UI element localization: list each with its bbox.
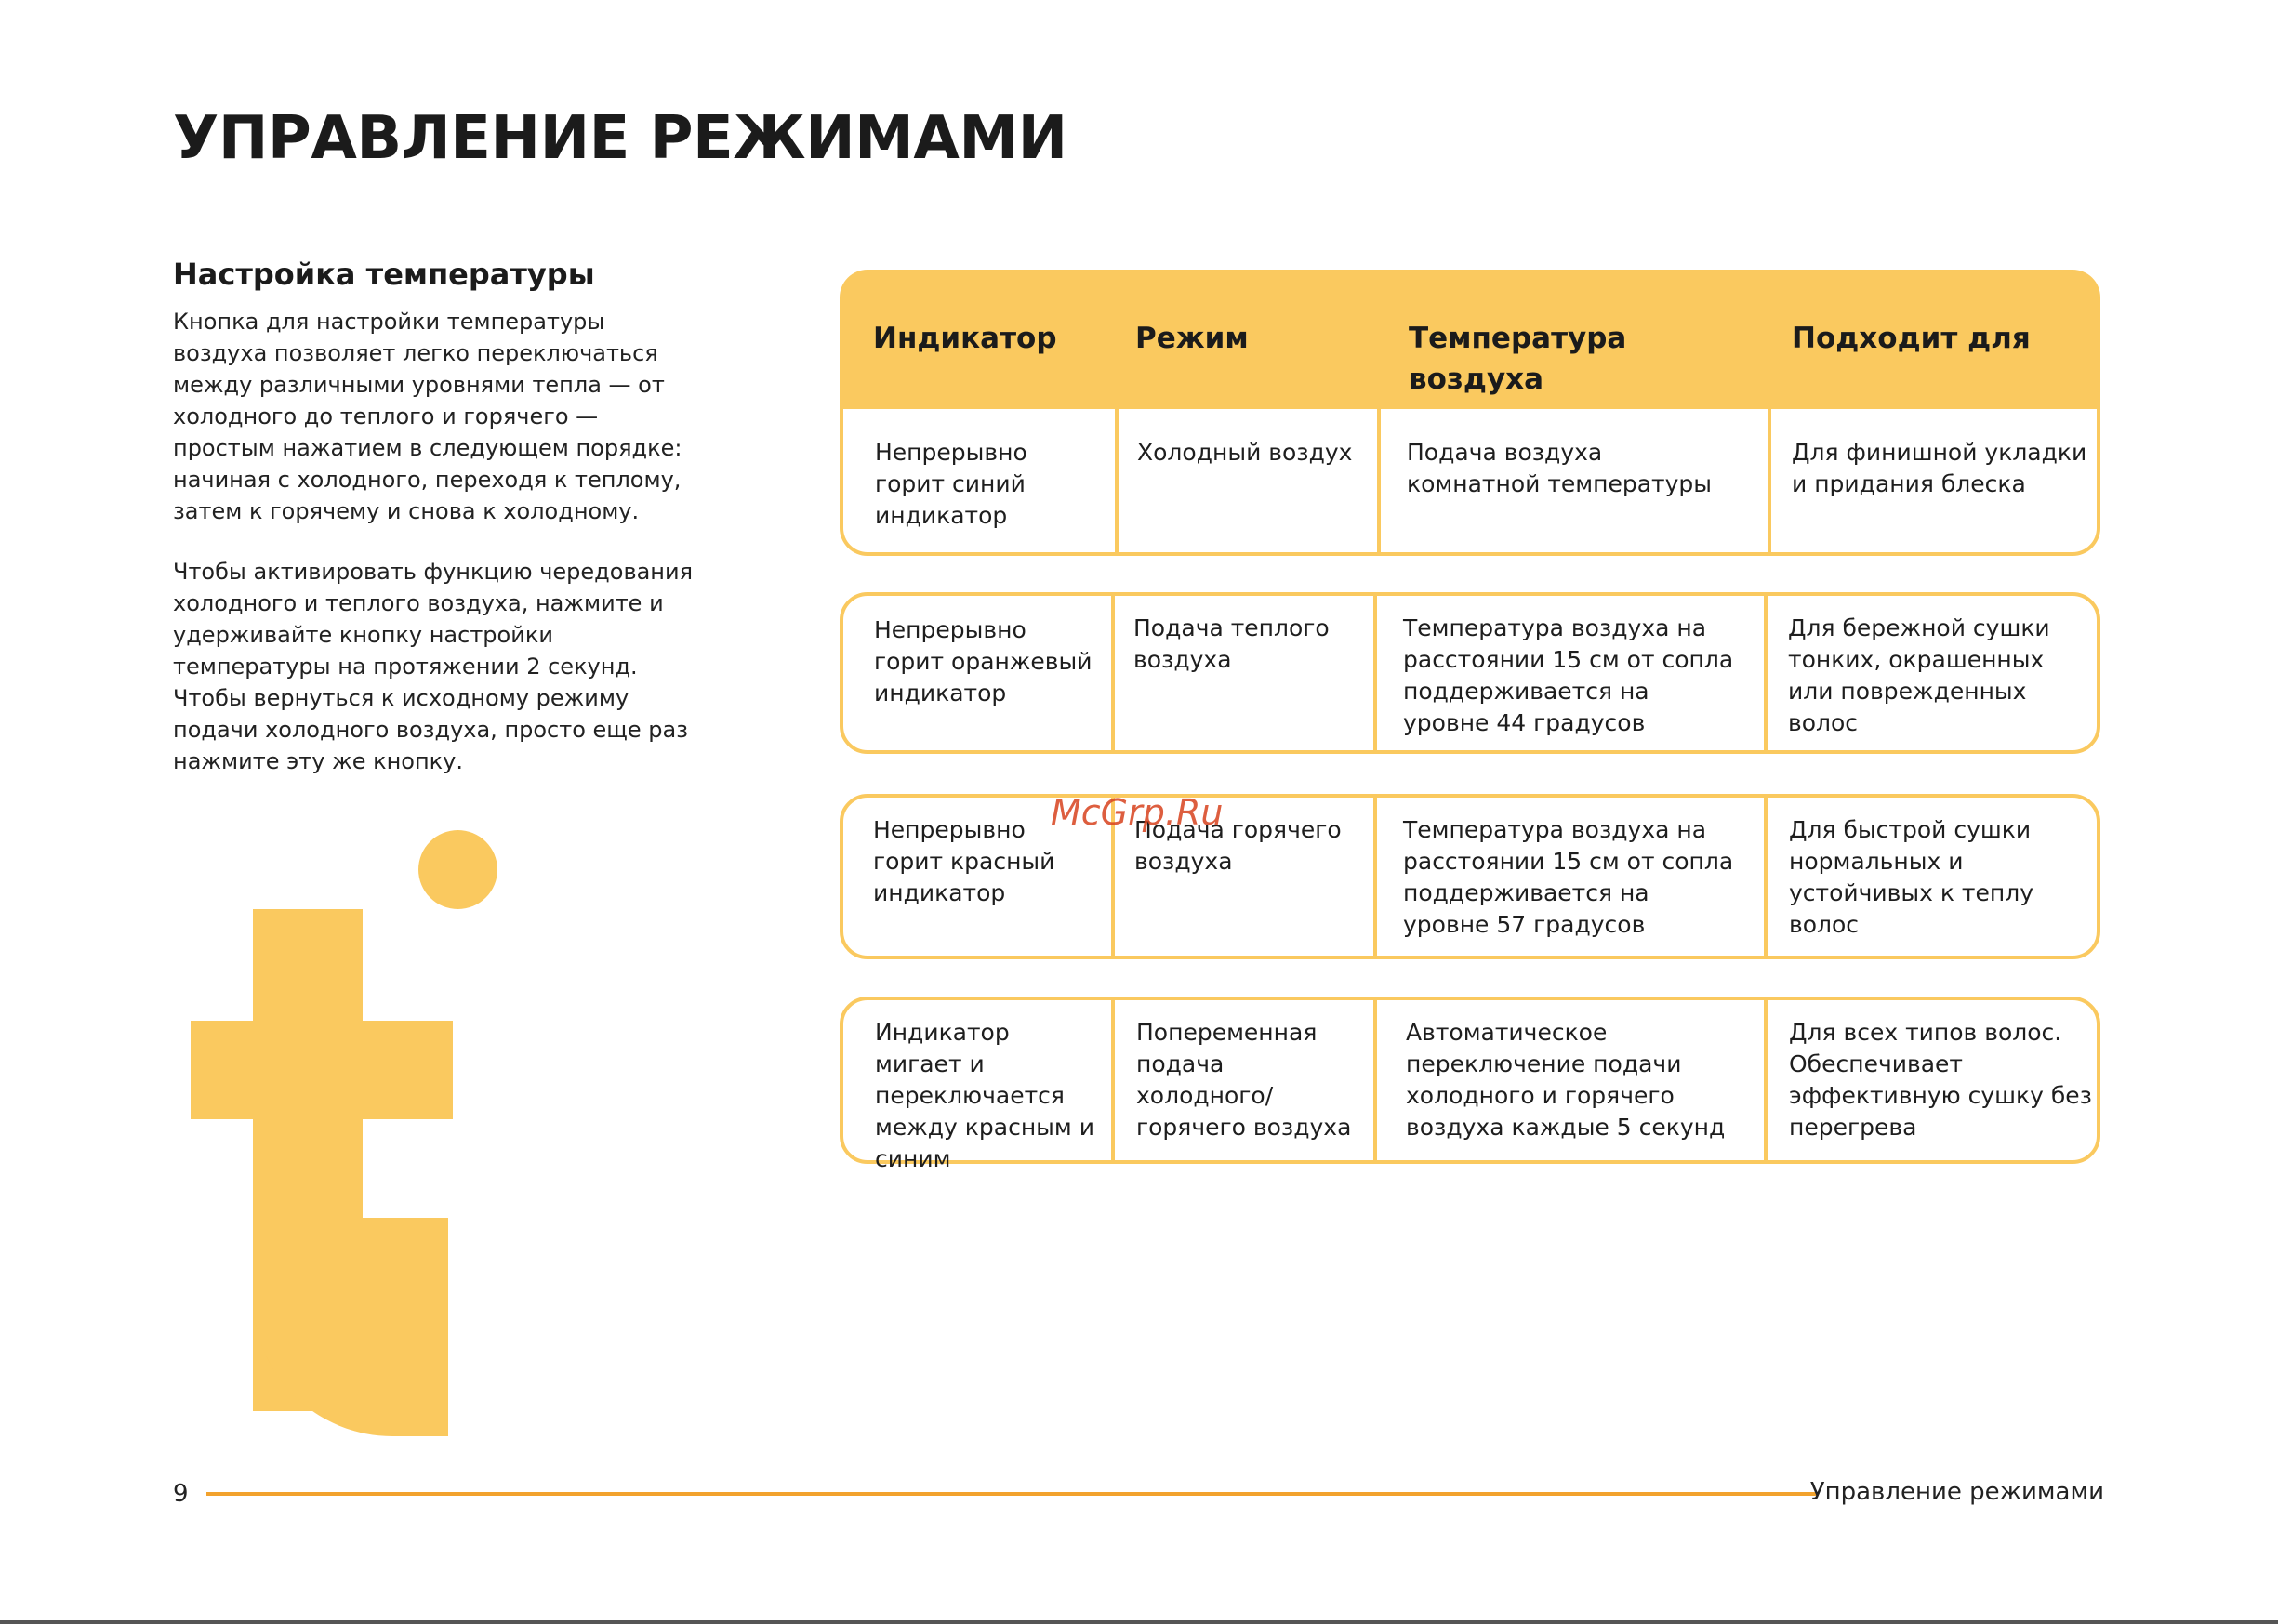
cell-mode: Попеременная подача холодного/горячего воздуха: [1136, 1019, 1352, 1141]
section-title: Настройка температуры: [173, 257, 595, 292]
logo-dot: [418, 830, 497, 909]
cell-indicator: Непрерывно горит синий индикатор: [875, 439, 1027, 529]
cell-mode: Подача теплого воздуха: [1133, 614, 1330, 673]
column-divider: [1115, 409, 1119, 552]
footer-section-title: Управление режимами: [1809, 1478, 2104, 1506]
header-suitable-for: Подходит для: [1792, 322, 2031, 355]
footer-rule: [206, 1492, 1818, 1496]
cell-indicator: Непрерывно горит оранжевый индикатор: [874, 616, 1093, 706]
cell-temperature: Температура воздуха на расстоянии 15 см от сопла поддерживается на уровне 57 градусов: [1403, 816, 1734, 938]
cell-suitable-for: Для всех типов волос. Обеспечивает эффективную сушку без перегрева: [1789, 1019, 2092, 1141]
column-divider: [1373, 1000, 1377, 1160]
column-divider: [1764, 798, 1768, 956]
table-row: [840, 794, 2100, 959]
column-divider: [1768, 409, 1771, 552]
cell-mode: Подача горячего воздуха: [1134, 816, 1342, 875]
page-bottom-edge: [0, 1620, 2278, 1624]
alternate-mode-paragraph: Чтобы активировать функцию чередования холодного и теплого воздуха, нажмите и удерживайте кнопку настройки температуры на протяжении 2 секунд. Чтобы вернуться к исходному режиму подачи холодного воздуха, просто еще раз нажмите эту же кнопку.: [173, 559, 694, 774]
intro-paragraph: Кнопка для настройки температуры воздуха позволяет легко переключаться между различными уровнями тепла — от холодного до теплого и горячего — простым нажатием в следующем порядке: начиная с холодного, переходя к теплому, затем к горячему и снова к холодному.: [173, 309, 682, 524]
cell-indicator: Непрерывно горит красный индикатор: [873, 816, 1055, 906]
column-divider: [1373, 798, 1377, 956]
header-indicator: Индикатор: [873, 322, 1057, 355]
table-row: [840, 592, 2100, 754]
cell-suitable-for: Для быстрой сушки нормальных и устойчивых к теплу волос: [1789, 816, 2033, 938]
cell-temperature: Подача воздуха комнатной температуры: [1407, 439, 1713, 497]
cell-mode: Холодный воздух: [1137, 439, 1353, 466]
header-temperature: Температура воздуха: [1409, 322, 1627, 396]
header-mode: Режим: [1135, 322, 1249, 355]
logo-crossbar: [191, 1021, 453, 1119]
cell-indicator: Индикатор мигает и переключается между красным и синим: [875, 1019, 1094, 1172]
watermark: McGrp.Ru: [1051, 792, 1224, 833]
cell-temperature: Температура воздуха на расстоянии 15 см от сопла поддерживается на уровне 44 градусов: [1403, 614, 1734, 736]
page-number: 9: [173, 1480, 189, 1508]
column-divider: [1111, 596, 1115, 750]
cell-suitable-for: Для бережной сушки тонких, окрашенных или поврежденных волос: [1788, 614, 2050, 736]
column-divider: [1373, 596, 1377, 750]
table-row: [840, 409, 2100, 556]
page-title: УПРАВЛЕНИЕ РЕЖИМАМИ: [173, 104, 1067, 173]
cell-suitable-for: Для финишной укладки и придания блеска: [1792, 439, 2087, 497]
column-divider: [1764, 1000, 1768, 1160]
table-row: [840, 997, 2100, 1172]
column-divider: [1764, 596, 1768, 750]
table-header: [840, 270, 2100, 426]
cell-temperature: Автоматическое переключение подачи холодного и горячего воздуха каждые 5 секунд: [1406, 1019, 1726, 1141]
column-divider: [1377, 409, 1381, 552]
column-divider: [1111, 1000, 1115, 1160]
